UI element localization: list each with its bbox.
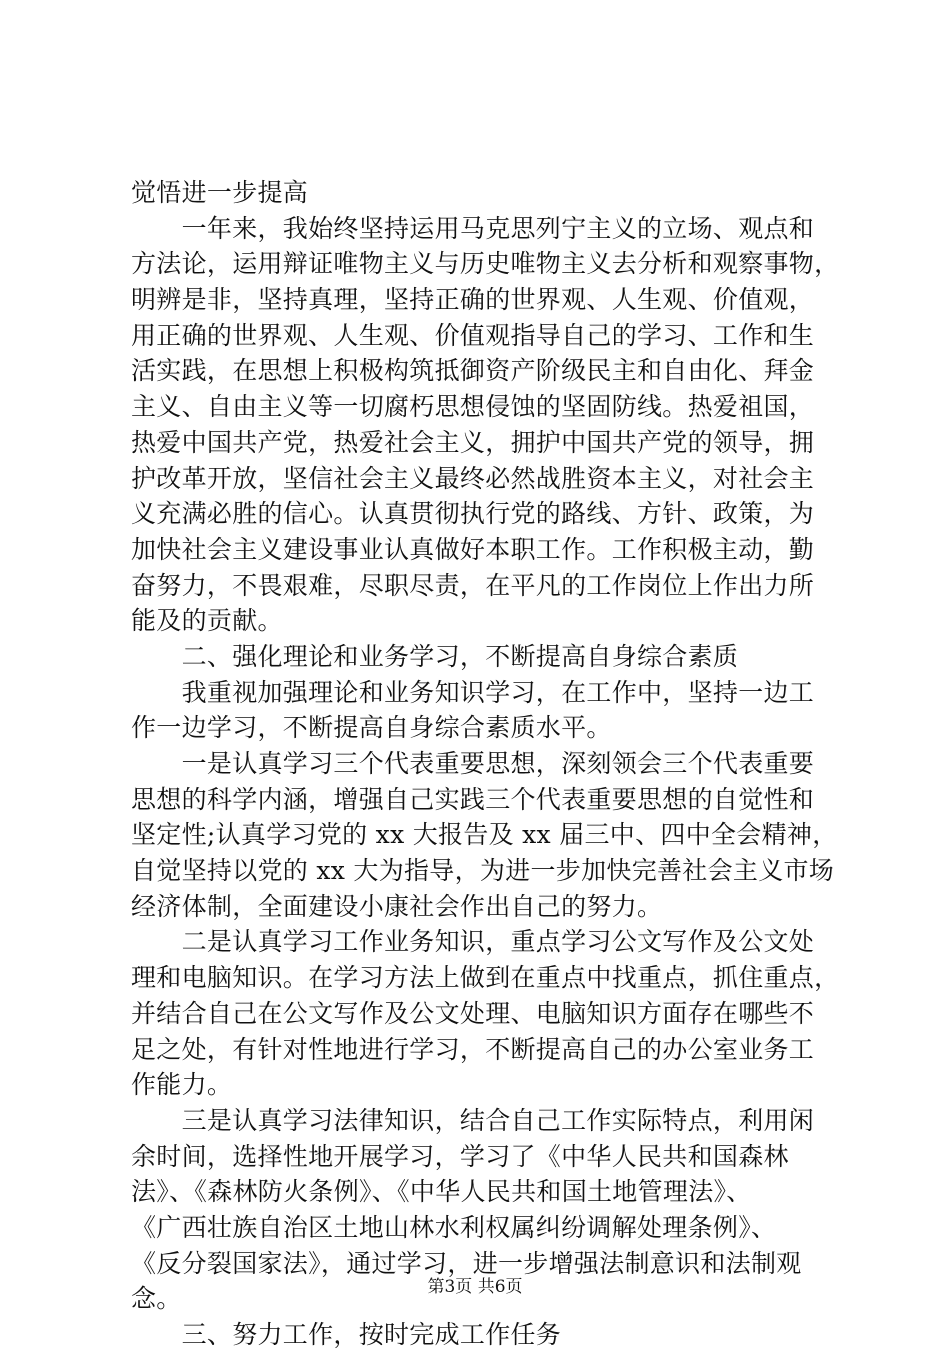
text-line: 一是认真学习三个代表重要思想，深刻领会三个代表重要 xyxy=(131,749,815,778)
text-line: 《反分裂国家法》，通过学习，进一步增强法制意识和法制观 xyxy=(131,1248,802,1278)
text-line: 我重视加强理论和业务知识学习，在工作中，坚持一边工 xyxy=(131,677,815,707)
text-line: 二是认真学习工作业务知识，重点学习公文写作及公文处 xyxy=(131,927,815,957)
text-line: 坚定性;认真学习党的 xx 大报告及 xx 届三中、四中全会精神， xyxy=(131,820,838,850)
text-line: 一年来，我始终坚持运用马克思列宁主义的立场、观点和 xyxy=(131,213,815,243)
text-line: 法》、《森林防火条例》、《中华人民共和国土地管理法》、 xyxy=(131,1177,752,1207)
text-line: 作一边学习，不断提高自身综合素质水平。 xyxy=(131,713,612,743)
page-number-footer: 第3页 共6页 xyxy=(427,1277,523,1297)
text-line: 能及的贡献。 xyxy=(131,606,283,636)
text-line: 足之处，有针对性地进行学习，不断提高自己的办公室业务工 xyxy=(131,1034,815,1064)
text-line: 热爱中国共产党，热爱社会主义，拥护中国共产党的领导，拥 xyxy=(131,427,815,457)
text-line: 经济体制，全面建设小康社会作出自己的努力。 xyxy=(131,891,663,921)
text-line: 奋努力，不畏艰难，尽职尽责，在平凡的工作岗位上作出力所 xyxy=(131,570,815,600)
document-body xyxy=(131,175,840,1353)
text-line: 余时间，选择性地开展学习，学习了《中华人民共和国森林 xyxy=(131,1141,789,1171)
text-line: 用正确的世界观、人生观、价值观指导自己的学习、工作和生 xyxy=(131,320,815,350)
text-line: 三是认真学习法律知识，结合自己工作实际特点，利用闲 xyxy=(131,1105,815,1135)
text-line: 觉悟进一步提高 xyxy=(131,178,309,207)
section-heading: 三、努力工作，按时完成工作任务 xyxy=(131,1320,562,1349)
text-line: 自觉坚持以党的 xx 大为指导，为进一步加快完善社会主义市场 xyxy=(131,856,835,886)
text-line: 方法论，运用辩证唯物主义与历史唯物主义去分析和观察事物， xyxy=(131,249,840,279)
section-heading: 二、强化理论和业务学习，不断提高自身综合素质 xyxy=(131,641,739,671)
text-line: 作能力。 xyxy=(131,1070,233,1100)
text-line: 活实践，在思想上积极构筑抵御资产阶级民主和自由化、拜金 xyxy=(131,356,815,386)
text-line: 《广西壮族自治区土地山林水利权属纠纷调解处理条例》、 xyxy=(131,1212,777,1242)
text-line: 主义、自由主义等一切腐朽思想侵蚀的坚固防线。热爱祖国， xyxy=(131,392,815,422)
text-line: 念。 xyxy=(131,1284,182,1314)
text-line: 护改革开放，坚信社会主义最终必然战胜资本主义，对社会主 xyxy=(131,463,815,493)
text-line: 思想的科学内涵，增强自己实践三个代表重要思想的自觉性和 xyxy=(131,784,815,814)
text-line: 理和电脑知识。在学习方法上做到在重点中找重点，抓住重点， xyxy=(131,963,840,993)
text-line: 义充满必胜的信心。认真贯彻执行党的路线、方针、政策，为 xyxy=(131,499,815,529)
text-line: 加快社会主义建设事业认真做好本职工作。工作积极主动，勤 xyxy=(131,534,815,564)
text-line: 并结合自己在公文写作及公文处理、电脑知识方面存在哪些不 xyxy=(131,998,815,1028)
text-line: 明辨是非，坚持真理，坚持正确的世界观、人生观、价值观， xyxy=(131,285,815,315)
